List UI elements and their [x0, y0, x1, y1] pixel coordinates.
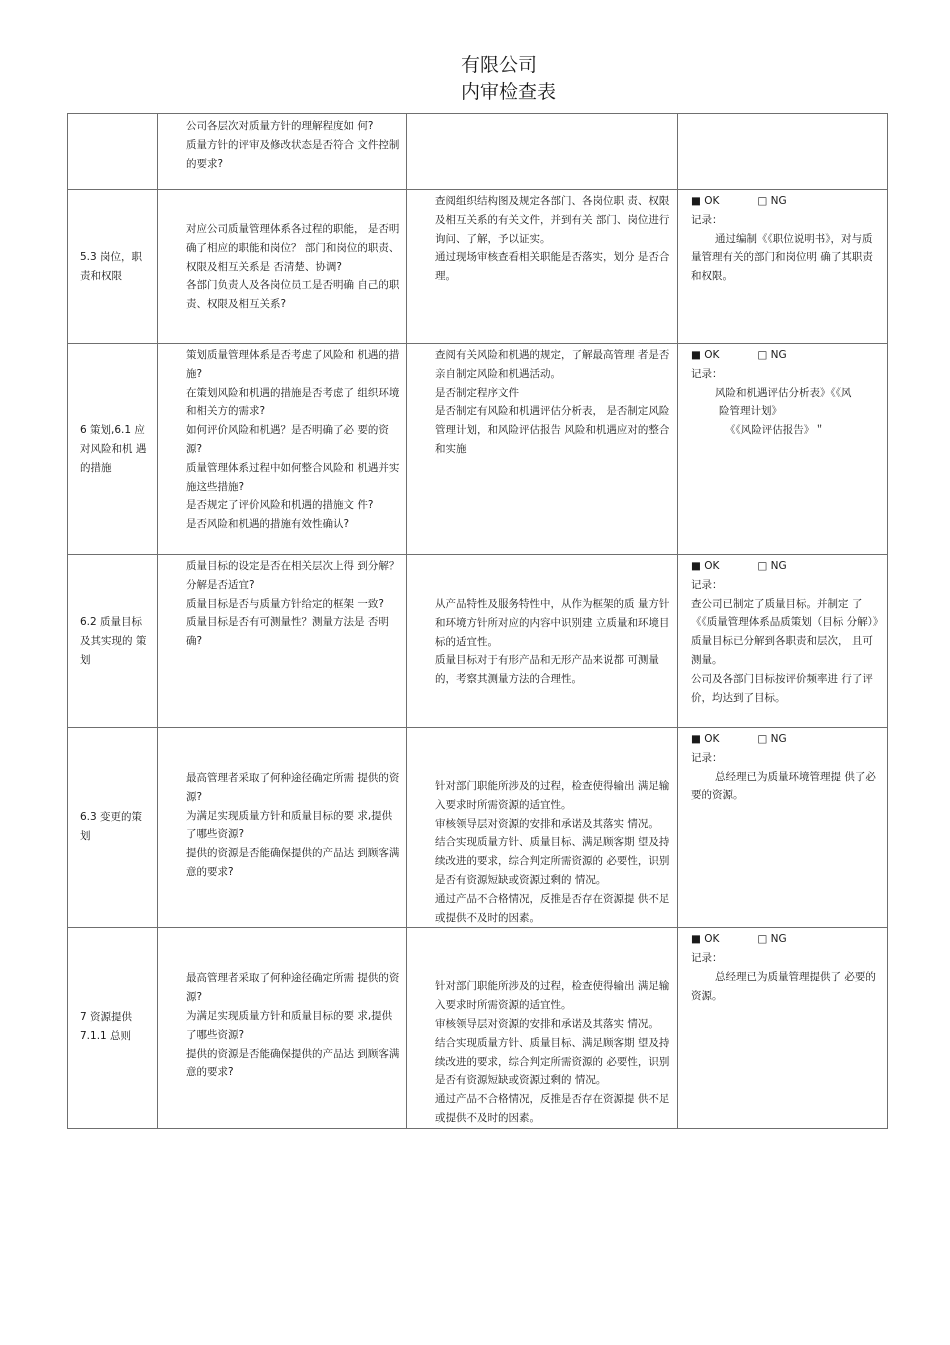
- method-text: 针对部门职能所涉及的过程，检查使得输出 满足输入要求时所需资源的适宜性。: [435, 980, 670, 1012]
- question-text: 最高管理者采取了何种途径确定所需 提供的资源?: [186, 972, 400, 1004]
- table-row: [68, 728, 888, 928]
- table-row: [68, 928, 888, 1128]
- question-text: 对应公司质量管理体系各过程的职能， 是否明确了相应的职能和岗位？ 部门和岗位的职责、权限及相互关系是 否清楚、协调?: [186, 223, 400, 273]
- method-cell: [407, 728, 678, 928]
- question-text: 是否风险和机遇的措施有效性确认?: [186, 518, 350, 531]
- question-text: 为满足实现质量方针和质量目标的要 求,提供了哪些资源?: [186, 809, 393, 841]
- question-text: 提供的资源是否能确保提供的产品达 到顾客满意的要求?: [186, 847, 400, 878]
- ok-checkbox[interactable]: ■ OK: [691, 733, 720, 745]
- method-text: 查阅有关风险和机遇的规定，了解最高管理 者是否亲自制定风险和机遇活动。: [435, 349, 670, 380]
- question-text: 策划质量管理体系是否考虑了风险和 机遇的措施?: [186, 349, 400, 380]
- result-cell: [678, 344, 888, 555]
- question-text: 质量目标的设定是否在相关层次上得 到分解？分解是否适宜?: [186, 560, 400, 591]
- record-note: 公司及各部门目标按评价频率进 行了评价，均达到了目标。: [691, 672, 873, 704]
- clause-text: 7 资源提供 7.1.1 总则: [80, 1011, 133, 1043]
- table-row: [68, 190, 888, 344]
- record-note: 《《风险评估报告》＂: [725, 424, 825, 437]
- audit-checklist-table: [67, 113, 888, 1129]
- status-line: [691, 930, 882, 949]
- record-label: 记录：: [691, 751, 723, 764]
- method-text: 查阅组织结构图及规定各部门、各岗位职 责、权限及相互关系的有关文件，并到有关 部门、岗位进行询问、了解，予以证实。: [435, 195, 670, 245]
- clause-cell: [68, 344, 158, 555]
- question-text: 质量管理体系过程中如何整合风险和 机遇并实施这些措施?: [186, 461, 400, 493]
- result-cell: [678, 190, 888, 344]
- question-cell: [158, 344, 407, 555]
- method-text: 是否制定有风险和机遇评估分析表， 是否制定风险管理计划，和风险评估报告 风险和机遇应对的整合和实施: [435, 405, 670, 455]
- ng-checkbox[interactable]: □ NG: [757, 195, 787, 207]
- method-text: 结合实现质量方针、质量目标、满足顾客期 望及持续改进的要求，综合判定所需资源的 必要性，识别是否有资源短缺或资源过剩的 情况。: [435, 1036, 670, 1087]
- clause-cell: [68, 728, 158, 928]
- ng-checkbox[interactable]: □ NG: [757, 733, 787, 745]
- ng-checkbox[interactable]: □ NG: [757, 560, 787, 572]
- question-text: 各部门负责人及各岗位员工是否明确 自己的职责、权限及相互关系?: [186, 279, 400, 311]
- method-text: 通过现场审核查看相关职能是否落实，划分 是否合理。: [435, 251, 670, 283]
- table-row: [68, 555, 888, 728]
- question-text: 为满足实现质量方针和质量目标的要 求,提供了哪些资源?: [186, 1009, 393, 1041]
- clause-cell: [68, 114, 158, 190]
- question-text: 如何评价风险和机遇？是否明确了必 要的资源?: [186, 424, 389, 455]
- ng-checkbox[interactable]: □ NG: [757, 933, 787, 946]
- question-text: 公司各层次对质量方针的理解程度如 何?: [186, 120, 374, 132]
- clause-text: 6.3 变更的策划: [80, 811, 143, 842]
- method-cell: [407, 928, 678, 1128]
- record-note: 通过编制《《职位说明书》，对与质量管理有关的部门和岗位明 确了其职责和权限。: [691, 232, 873, 283]
- question-text: 提供的资源是否能确保提供的产品达 到顾客满意的要求?: [186, 1047, 400, 1079]
- ok-checkbox[interactable]: ■ OK: [691, 933, 720, 946]
- question-cell: [158, 555, 407, 728]
- record-note: 总经理已为质量环境管理提 供了必要的资源。: [691, 770, 876, 802]
- result-cell: [678, 114, 888, 190]
- method-cell: [407, 114, 678, 190]
- ng-checkbox[interactable]: □ NG: [757, 349, 787, 361]
- document-title: [461, 52, 556, 106]
- record-note: 险管理计划》: [719, 405, 782, 418]
- method-cell: [407, 555, 678, 728]
- result-cell: [678, 928, 888, 1128]
- form-title: 内审检查表: [461, 81, 557, 103]
- record-label: 记录：: [691, 213, 723, 226]
- question-text: 最高管理者采取了何种途径确定所需 提供的资源?: [186, 772, 400, 803]
- question-text: 质量目标是否有可测量性？测量方法是 否明确?: [186, 616, 389, 648]
- method-text: 是否制定程序文件: [435, 386, 519, 399]
- record-label: 记录：: [691, 367, 723, 380]
- clause-text: 6 策划,6.1 应对风险和机 遇的措施: [80, 424, 147, 474]
- table-row: [68, 114, 888, 190]
- question-text: 在策划风险和机遇的措施是否考虑了 组织环境和相关方的需求?: [186, 386, 400, 418]
- question-cell: [158, 114, 407, 190]
- clause-cell: [68, 555, 158, 728]
- ok-checkbox[interactable]: ■ OK: [691, 195, 720, 207]
- record-label: 记录：: [691, 952, 723, 965]
- result-cell: [678, 728, 888, 928]
- record-note: 风险和机遇评估分析表》《《风: [715, 386, 852, 399]
- record-note: 查公司已制定了质量目标。并制定 了《《质量管理体系品质策划（目标 分解）》: [691, 597, 884, 629]
- record-note: 总经理已为质量管理提供了 必要的资源。: [691, 970, 876, 1002]
- method-text: 结合实现质量方针、质量目标、满足顾客期 望及持续改进的要求，综合判定所需资源的 必要性，识别是否有资源短缺或资源过剩的 情况。: [435, 836, 670, 886]
- clause-cell: [68, 190, 158, 344]
- clause-cell: [68, 928, 158, 1128]
- method-text: 通过产品不合格情况，反推是否存在资源提 供不足或提供不及时的因素。: [435, 1093, 670, 1124]
- question-cell: [158, 190, 407, 344]
- company-name: 有限公司: [461, 54, 538, 76]
- question-cell: [158, 928, 407, 1128]
- question-text: 质量方针的评审及修改状态是否符合 文件控制的要求?: [186, 138, 400, 170]
- question-cell: [158, 728, 407, 928]
- record-note: 质量目标已分解到各职责和层次， 且可测量。: [691, 635, 873, 666]
- clause-text: 5.3 岗位，职责和权限: [80, 251, 143, 282]
- status-line: [691, 557, 882, 576]
- result-cell: [678, 555, 888, 728]
- method-text: 通过产品不合格情况，反推是否存在资源提 供不足或提供不及时的因素。: [435, 892, 670, 924]
- question-text: 是否规定了评价风险和机遇的措施文 件?: [186, 499, 374, 512]
- status-line: [691, 192, 882, 211]
- method-cell: [407, 344, 678, 555]
- method-cell: [407, 190, 678, 344]
- method-text: 针对部门职能所涉及的过程，检查使得输出 满足输入要求时所需资源的适宜性。: [435, 780, 670, 811]
- method-text: 审核领导层对资源的安排和承诺及其落实 情况。: [435, 817, 659, 830]
- question-text: 质量目标是否与质量方针给定的框架 一致?: [186, 597, 384, 610]
- table-row: [68, 344, 888, 555]
- method-text: 审核领导层对资源的安排和承诺及其落实 情况。: [435, 1017, 659, 1030]
- clause-text: 6.2 质量目标及其实现的 策划: [80, 616, 147, 666]
- status-line: [691, 346, 882, 365]
- ok-checkbox[interactable]: ■ OK: [691, 560, 720, 572]
- status-line: [691, 730, 882, 749]
- ok-checkbox[interactable]: ■ OK: [691, 349, 720, 361]
- method-text: 从产品特性及服务特性中，从作为框架的质 量方针和环境方针所对应的内容中识别建 立质量和环境目标的适宜性。: [435, 598, 670, 648]
- method-text: 质量目标对于有形产品和无形产品来说都 可测量的，考察其测量方法的合理性。: [435, 654, 659, 686]
- record-label: 记录：: [691, 578, 723, 591]
